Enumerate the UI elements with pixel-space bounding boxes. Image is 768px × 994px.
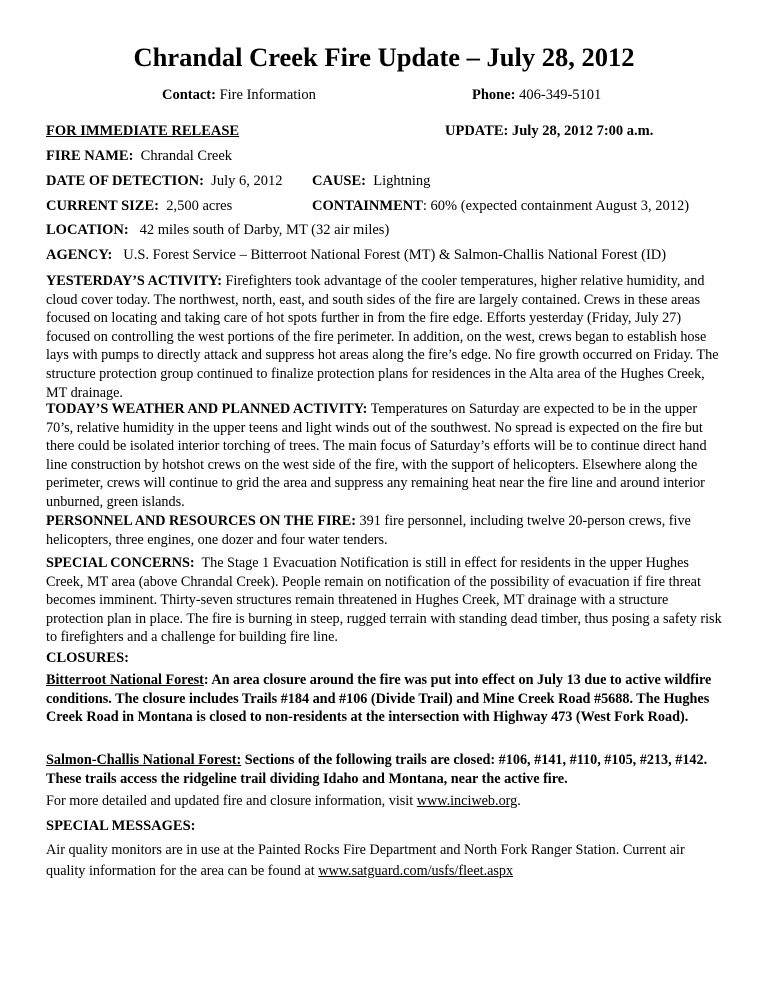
cause-label: CAUSE: <box>312 173 366 189</box>
special-heading-text: SPECIAL MESSAGES: <box>46 818 196 834</box>
today-label: TODAY’S WEATHER AND PLANNED ACTIVITY: <box>46 401 368 417</box>
cause-line <box>312 173 430 190</box>
agency-label: AGENCY: <box>46 247 113 263</box>
fire-name-label: FIRE NAME: <box>46 148 134 164</box>
agency-value: U.S. Forest Service – Bitterroot National Forest (MT) & Salmon-Challis National Forest (ID) <box>123 247 667 263</box>
salmon-text: Sections of the following trails are closed: #106, #141, #110, #105, #213, #142. These trails access the ridgeline trail dividing Idaho and Montana, near the active fire. <box>46 752 708 787</box>
location-line <box>46 222 389 239</box>
cause-value: Lightning <box>373 173 431 189</box>
detection-label: DATE OF DETECTION: <box>46 173 204 189</box>
closures-heading <box>46 650 129 667</box>
today-paragraph <box>46 400 722 512</box>
agency-line <box>46 247 666 264</box>
update-text: UPDATE: July 28, 2012 7:00 a.m. <box>445 123 654 139</box>
satguard-link[interactable]: www.satguard.com/usfs/fleet.aspx <box>318 863 514 879</box>
contact-label: Contact: <box>162 87 216 103</box>
phone-line <box>472 87 601 104</box>
size-label: CURRENT SIZE: <box>46 198 159 214</box>
size-line <box>46 198 232 215</box>
bitterroot-text: : An area closure around the fire was put into effect on July 13 due to active wildfire conditions. The closure includes Trails #184 and #106 (Divide Trail) and Mine Creek Road #5688. The Hughes Creek Road in Montana is closed to non-residents at the intersection with Highway 473 (West Fork Road). <box>46 672 712 726</box>
more-info-text: For more detailed and updated fire and closure information, visit <box>46 793 417 809</box>
release-text: FOR IMMEDIATE RELEASE <box>46 123 240 139</box>
fire-name-value: Chrandal Creek <box>140 148 233 164</box>
update-line <box>445 123 653 140</box>
concerns-paragraph <box>46 554 722 647</box>
salmon-label: Salmon-Challis National Forest: <box>46 752 242 768</box>
contact-value: Fire Information <box>219 87 316 103</box>
release-label <box>46 123 239 140</box>
location-label: LOCATION: <box>46 222 129 238</box>
yesterday-label: YESTERDAY’S ACTIVITY: <box>46 273 222 289</box>
more-info-paragraph <box>46 792 722 811</box>
containment-line <box>312 198 689 215</box>
concerns-text: The Stage 1 Evacuation Notification is still in effect for residents in the upper Hughes Creek, MT area (above Chrandal Creek). People remain on notification of the possibility of evacuation if fire threat becomes imminent. Thirty-seven structures remain threatened in Hughes Creek, MT drainage with a structure protection plan in place. The fire is burning in steep, rugged terrain with standing dead timber, thus posing a safety risk to firefighters and a challenge for building fire line. <box>46 555 722 646</box>
containment-label: CONTAINMENT <box>312 198 423 214</box>
air-quality-text: Air quality monitors are in use at the Painted Rocks Fire Department and North Fork Ranger Station. Current air quality information for the area can be found at <box>46 842 685 879</box>
more-info-end: . <box>517 793 521 809</box>
location-value: 42 miles south of Darby, MT (32 air miles) <box>139 222 390 238</box>
special-messages-heading <box>46 818 195 835</box>
contact-line <box>162 87 316 104</box>
bitterroot-paragraph <box>46 671 722 727</box>
personnel-text: 391 fire personnel, including twelve 20-person crews, five helicopters, three engines, one dozer and four water tenders. <box>46 513 691 548</box>
inciweb-link[interactable]: www.inciweb.org <box>416 793 518 809</box>
phone-value: 406-349-5101 <box>519 87 602 103</box>
concerns-label: SPECIAL CONCERNS: <box>46 555 195 571</box>
salmon-paragraph <box>46 751 722 788</box>
containment-value: : 60% (expected containment August 3, 2012) <box>422 198 690 214</box>
detection-line <box>46 173 282 190</box>
page-title: Chrandal Creek Fire Update – July 28, 2012 <box>133 42 635 72</box>
phone-label: Phone: <box>472 87 516 103</box>
size-value: 2,500 acres <box>166 198 233 214</box>
personnel-label: PERSONNEL AND RESOURCES ON THE FIRE: <box>46 513 356 529</box>
personnel-paragraph <box>46 512 722 549</box>
today-text: Temperatures on Saturday are expected to be in the upper 70’s, relative humidity in the upper teens and light winds out of the southwest. No spread is expected on the fire but there could be isolated interior torching of trees. The main focus of Saturday’s efforts will be to continue direct hand line construction by hotshot crews on the west side of the fire, with the support of helicopters. Elsewhere along the perimeter, crews will continue to grid the area and suppress any remaining heat near the fire line and around interior unburned, green islands. <box>46 401 707 510</box>
bitterroot-label: Bitterroot National Forest <box>46 672 204 688</box>
fire-name-line <box>46 148 232 165</box>
yesterday-paragraph <box>46 272 722 402</box>
yesterday-text: Firefighters took advantage of the cooler temperatures, higher relative humidity, and cloud cover today. The northwest, north, east, and south sides of the fire are largely contained. Crews in these areas focused on locating and taking care of hot spots further in from the fire edge. Efforts yesterday (Friday, July 27) focused on controlling the west portions of the fire perimeter. In addition, on the west, crews began to establish hose lays with pumps to directly attack and suppress hot areas along the fire’s edge. No fire growth occurred on Friday. The structure protection group continued to finalize protection plans for residences in the Alta area of the Hughes Creek, MT drainage. <box>46 273 719 401</box>
detection-value: July 6, 2012 <box>211 173 283 189</box>
air-quality-paragraph <box>46 840 722 882</box>
closures-heading-text: CLOSURES: <box>46 650 129 666</box>
